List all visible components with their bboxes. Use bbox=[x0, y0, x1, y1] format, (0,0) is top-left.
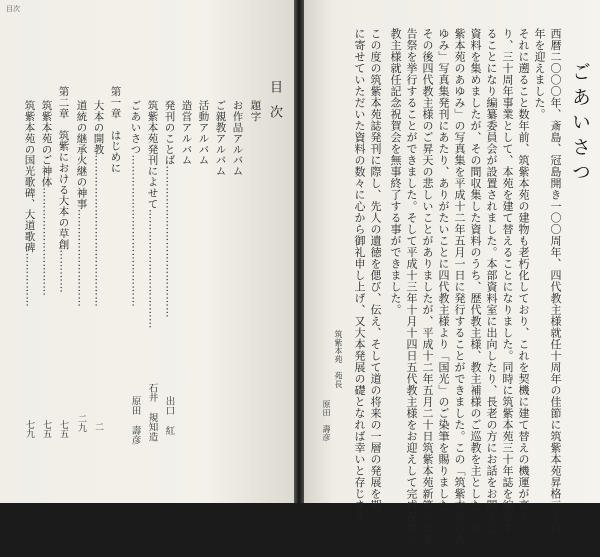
toc-author-foreword: 出口 紅 bbox=[163, 396, 175, 436]
page-title: ごあいさつ bbox=[569, 62, 591, 187]
running-header: 目次 bbox=[6, 5, 20, 13]
paragraph-line: 資料を集めましたが、その間収集した資料のうち、歴代教主様、教主補様のご巡教を主とした「筑 bbox=[469, 28, 482, 534]
book-gutter bbox=[294, 0, 304, 503]
toc-author-greeting: 原田 壽彦 bbox=[129, 396, 141, 445]
toc-item-construction-album: 造営アルバム bbox=[180, 100, 193, 166]
paragraph-line: それに遡ること数年前、筑紫本苑の建物も老朽化しており、これを契機に建て替えの機運が高ま bbox=[517, 28, 530, 523]
signature-name: 原田 壽彦 bbox=[322, 400, 331, 442]
toc-page-founding: 二 bbox=[93, 422, 103, 431]
paragraph-line: その後四代教主様のご昇天の悲しいことがありましたが、平成十二年五月二十日筑紫本苑新築完成奉 bbox=[421, 28, 434, 546]
paragraph-line: 年を迎えました。 bbox=[533, 28, 546, 120]
toc-item-monuments: 筑紫本苑の国光歌碑、大道歌碑…………… bbox=[23, 100, 36, 308]
paragraph-line: に寄せていただいた資料の数々に心から御礼申し上げ、又大本発展の礎となれば幸いと存じます。 bbox=[353, 28, 366, 534]
toc-page-chapter-2: 七五 bbox=[58, 420, 68, 438]
toc-item-title-calligraphy: 題字 bbox=[249, 100, 262, 122]
toc-chapter-1: 第一章 はじめに bbox=[109, 86, 122, 174]
toc-page-monuments: 七九 bbox=[24, 420, 34, 438]
toc-item-founding: 大本の開教…………………………………… bbox=[92, 100, 105, 308]
toc-title: 目次 bbox=[267, 80, 282, 130]
toc-item-greeting: ごあいさつ…………………………………… bbox=[129, 100, 142, 308]
paragraph-line: 西暦二〇〇〇年、斎島、冠島開き一〇〇周年、四代教主様就任十周年の佳節に筑紫本苑昇格三十周 bbox=[549, 28, 562, 534]
paragraph-line: この度の筑紫本苑誌発刊に際し、先人の遺徳を偲び、伝え、そして道の将来の一層の発展を期 bbox=[369, 28, 382, 511]
toc-author-congratulations: 石井 規知造 bbox=[146, 383, 158, 442]
right-page bbox=[304, 0, 600, 557]
toc-item-shintai: 筑紫本苑のご神体………………………… bbox=[40, 100, 53, 297]
left-page bbox=[0, 0, 294, 503]
toc-item-works-album: お作品アルバム bbox=[231, 100, 244, 177]
toc-chapter-2: 第二章 筑紫における大本の草創………… bbox=[57, 86, 70, 294]
toc-item-visit-album: ご親教アルバム bbox=[214, 100, 227, 177]
toc-item-activity-album: 活動アルバム bbox=[197, 100, 210, 166]
toc-page-shintai: 七五 bbox=[41, 420, 51, 438]
toc-page-succession: 二九 bbox=[76, 414, 86, 432]
paragraph-line: り、三十周年事業として、本苑を建て替えることになりました。同時に筑紫本苑三十年誌を編纂す bbox=[501, 28, 514, 534]
paragraph-line: ることになり編纂委員会が設置されました。本部資料室に出向したり、長老の方にお話をお聞きし bbox=[485, 28, 498, 534]
paragraph-line: 告祭を挙行することができました。そして平成十三年十月十四日五代教主様をお迎えして完成祝賀会、 bbox=[405, 28, 418, 557]
paragraph-line: 紫本苑のあゆみ」の写真集を平成十二年五月一日に発行することができました。この「筑紫本苑のあ bbox=[453, 28, 466, 546]
signature-title: 筑紫本苑 苑長 bbox=[334, 330, 343, 389]
toc-item-succession: 道統の継承火継の神事……………………… bbox=[75, 100, 88, 308]
toc-item-congratulations: 筑紫本苑発刊によせて…………………………… bbox=[146, 100, 159, 329]
paragraph-line: ゆみ」写真集発刊にあたり、ありがたいことに四代教主様より「国光」のご染筆を賜りました。 bbox=[437, 28, 450, 523]
toc-item-foreword: 発刊のことば…………………………………… bbox=[163, 100, 176, 318]
paragraph-line: 教主様就任記念祝賀会を無事終了する事ができました。 bbox=[389, 28, 402, 316]
